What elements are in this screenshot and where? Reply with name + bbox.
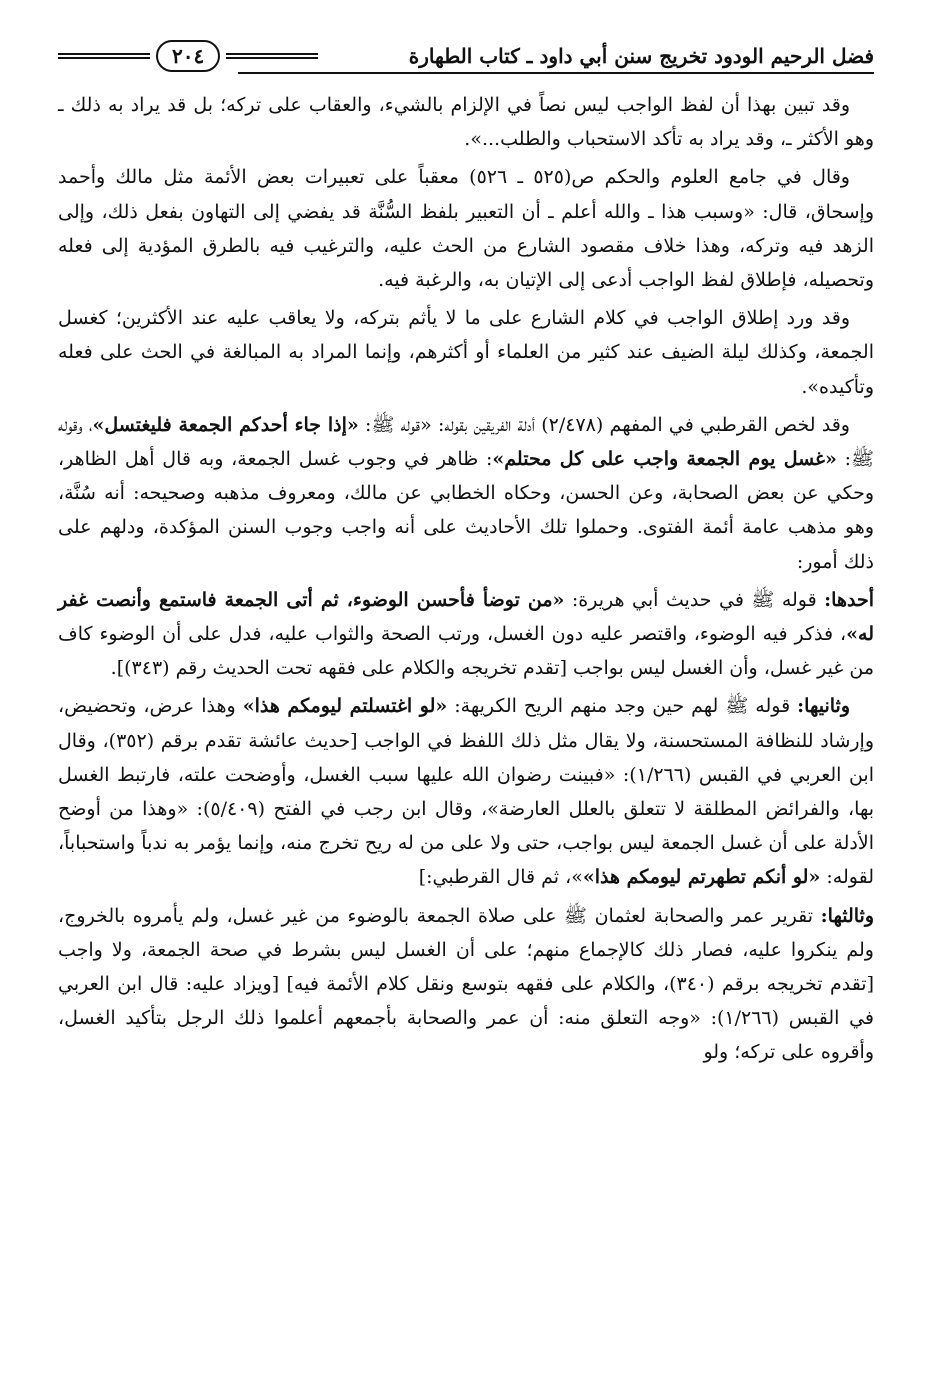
hadith-quote: «من توضأ فأحسن الوضوء، ثم أتى الجمعة فاستمع وأنصت غفر له»: [58, 588, 874, 646]
paragraph-text: »، ثم قال القرطبي:]: [418, 866, 583, 889]
hadith-quote: «إذا جاء أحدكم الجمعة فليغتسل»: [92, 413, 359, 436]
page-number: ٢٠٤: [156, 40, 220, 72]
paragraph-text: وهذا عرض، وتحضيض، وإرشاد للنظافة المستحسنة، ولا يقال مثل ذلك اللفظ في الواجب [حديث عائشة تقدم برقم (٣٥٢)، وقال ابن العربي في القبس (١/٢٦٦): «فبينت رضوان الله عليها سبب الغسل، وأوضحت علته، فارتبط الغسل بها، والفرائض المطلقة لا تتعلق بالعلل العارضة»، وقال ابن رجب في الفتح (٥/٤٠٩): «وهذا من أوضح الأدلة على أن غسل الجمعة ليس بواجب، حتى ولا على من له ريح تخرج منه، وإنما يؤمر به ندباً واستحباباً، لقوله:: [58, 695, 875, 889]
paragraph-text: قوله ﷺ لهم حين وجد منهم الريح الكريهة:: [447, 695, 798, 718]
point-lead: وثانيها:: [797, 695, 850, 718]
paragraph-text: وقد ورد إطلاق الواجب في كلام الشارع على ما لا يأثم بتركه، ولا يعاقب عليه عند الأكثرين؛ كغسل الجمعة، وكذلك ليلة الضيف عند كثير من العلماء أو أكثرهم، وإنما المراد به المبالغة في الحث على فعله وتأكيده».: [58, 307, 874, 398]
point-lead: أحدها:: [824, 588, 874, 611]
paragraph-text: وقال في جامع العلوم والحكم ص(٥٢٥ ـ ٥٢٦) معقباً على تعبيرات بعض الأئمة مثل مالك وأحمد وإسحاق، قال: «وسبب هذا ـ والله أعلم ـ أن التعبير بلفظ السُّنَّة قد يفضي إلى التهاون بفعل ذلك، وإلى الزهد فيه وتركه، وهذا خلاف مقصود الشارع من الحث عليه، والترغيب فيه بالطرق المؤدية إلى فعله وتحصيله، فإطلاق لفظ الواجب أدعى إلى الإتيان به، والرغبة فيه.: [58, 166, 874, 292]
running-header: [58, 36, 874, 76]
paragraph-text: : ظاهر في وجوب غسل الجمعة، وبه قال أهل الظاهر، وحكي عن بعض الصحابة، وعن الحسن، وحكاه الخطابي عن مالك، ومعروف مذهبه وصحيحه: أنه سُنَّة، وهو مذهب عامة أئمة الفتوى. وحملوا تلك الأحاديث على أنه واجب وجوب السنن المؤكدة، ودلهم على ذلك أمور:: [58, 448, 874, 573]
paragraph-text: ، فذكر فيه الوضوء، واقتصر عليه دون الغسل، ورتب الصحة والثواب عليه، فدل على أن الوضوء كاف من غير غسل، وأن الغسل ليس بواجب [تقدم تخريجه والكلام على فقهه تحت الحديث رقم (٣٤٣)].: [58, 623, 874, 680]
paragraph-6: [58, 689, 874, 894]
paragraph-text: وقد لخص القرطبي في المفهم (٢/٤٧٨) أدلة الفريقين بقوله: «قوله ﷺ:: [358, 413, 850, 436]
book-page: [58, 36, 874, 1380]
running-title: فضل الرحيم الودود تخريج سنن أبي داود ـ كتاب الطهارة: [408, 44, 874, 68]
paragraph-text: قوله ﷺ في حديث أبي هريرة:: [564, 588, 825, 611]
paragraph-4: [58, 408, 874, 579]
paragraph-3: [58, 301, 874, 404]
hadith-quote: «لو اغتسلتم ليومكم هذا»: [242, 695, 448, 718]
hadith-quote: «غسل يوم الجمعة واجب على كل محتلم»: [492, 448, 837, 471]
hadith-quote: «لو أنكم تطهرتم ليومكم هذا»: [582, 866, 821, 889]
header-divider: [238, 72, 874, 74]
paragraph-text: ، وقوله ﷺ:: [58, 413, 874, 471]
page-number-ornament: [58, 40, 318, 72]
page-body: [58, 88, 874, 1070]
paragraph-text: تقرير عمر والصحابة لعثمان ﷺ على صلاة الجمعة بالوضوء من غير غسل، ولم يأمروه بالخروج، ولم ينكروا عليه، فصار ذلك كالإجماع منهم؛ على أن الغسل ليس بشرط في صحة الجمعة، ولا واجب [تقدم تخريجه برقم (٣٤٠)، والكلام على فقهه بتوسع ونقل كلام الأئمة فيه] [ويزاد عليه: قال ابن العربي في القبس (١/٢٦٦): «وجه التعلق منه: أن عمر والصحابة بأجمعهم أعلموا ذلك الرجل بتأكيد الغسل، وأقروه على تركه؛ ولو: [58, 904, 875, 1064]
ornament-rule-right: [226, 53, 318, 59]
paragraph-1: [58, 88, 874, 156]
paragraph-2: [58, 160, 874, 297]
paragraph-5: [58, 583, 874, 686]
paragraph-7: [58, 899, 874, 1070]
ornament-rule-left: [58, 53, 150, 59]
point-lead: وثالثها:: [820, 904, 874, 927]
paragraph-text: وقد تبين بهذا أن لفظ الواجب ليس نصاً في الإلزام بالشيء، والعقاب على تركه؛ بل قد يراد به ذلك ـ وهو الأكثر ـ، وقد يراد به تأكد الاستحباب والطلب...».: [58, 94, 874, 151]
